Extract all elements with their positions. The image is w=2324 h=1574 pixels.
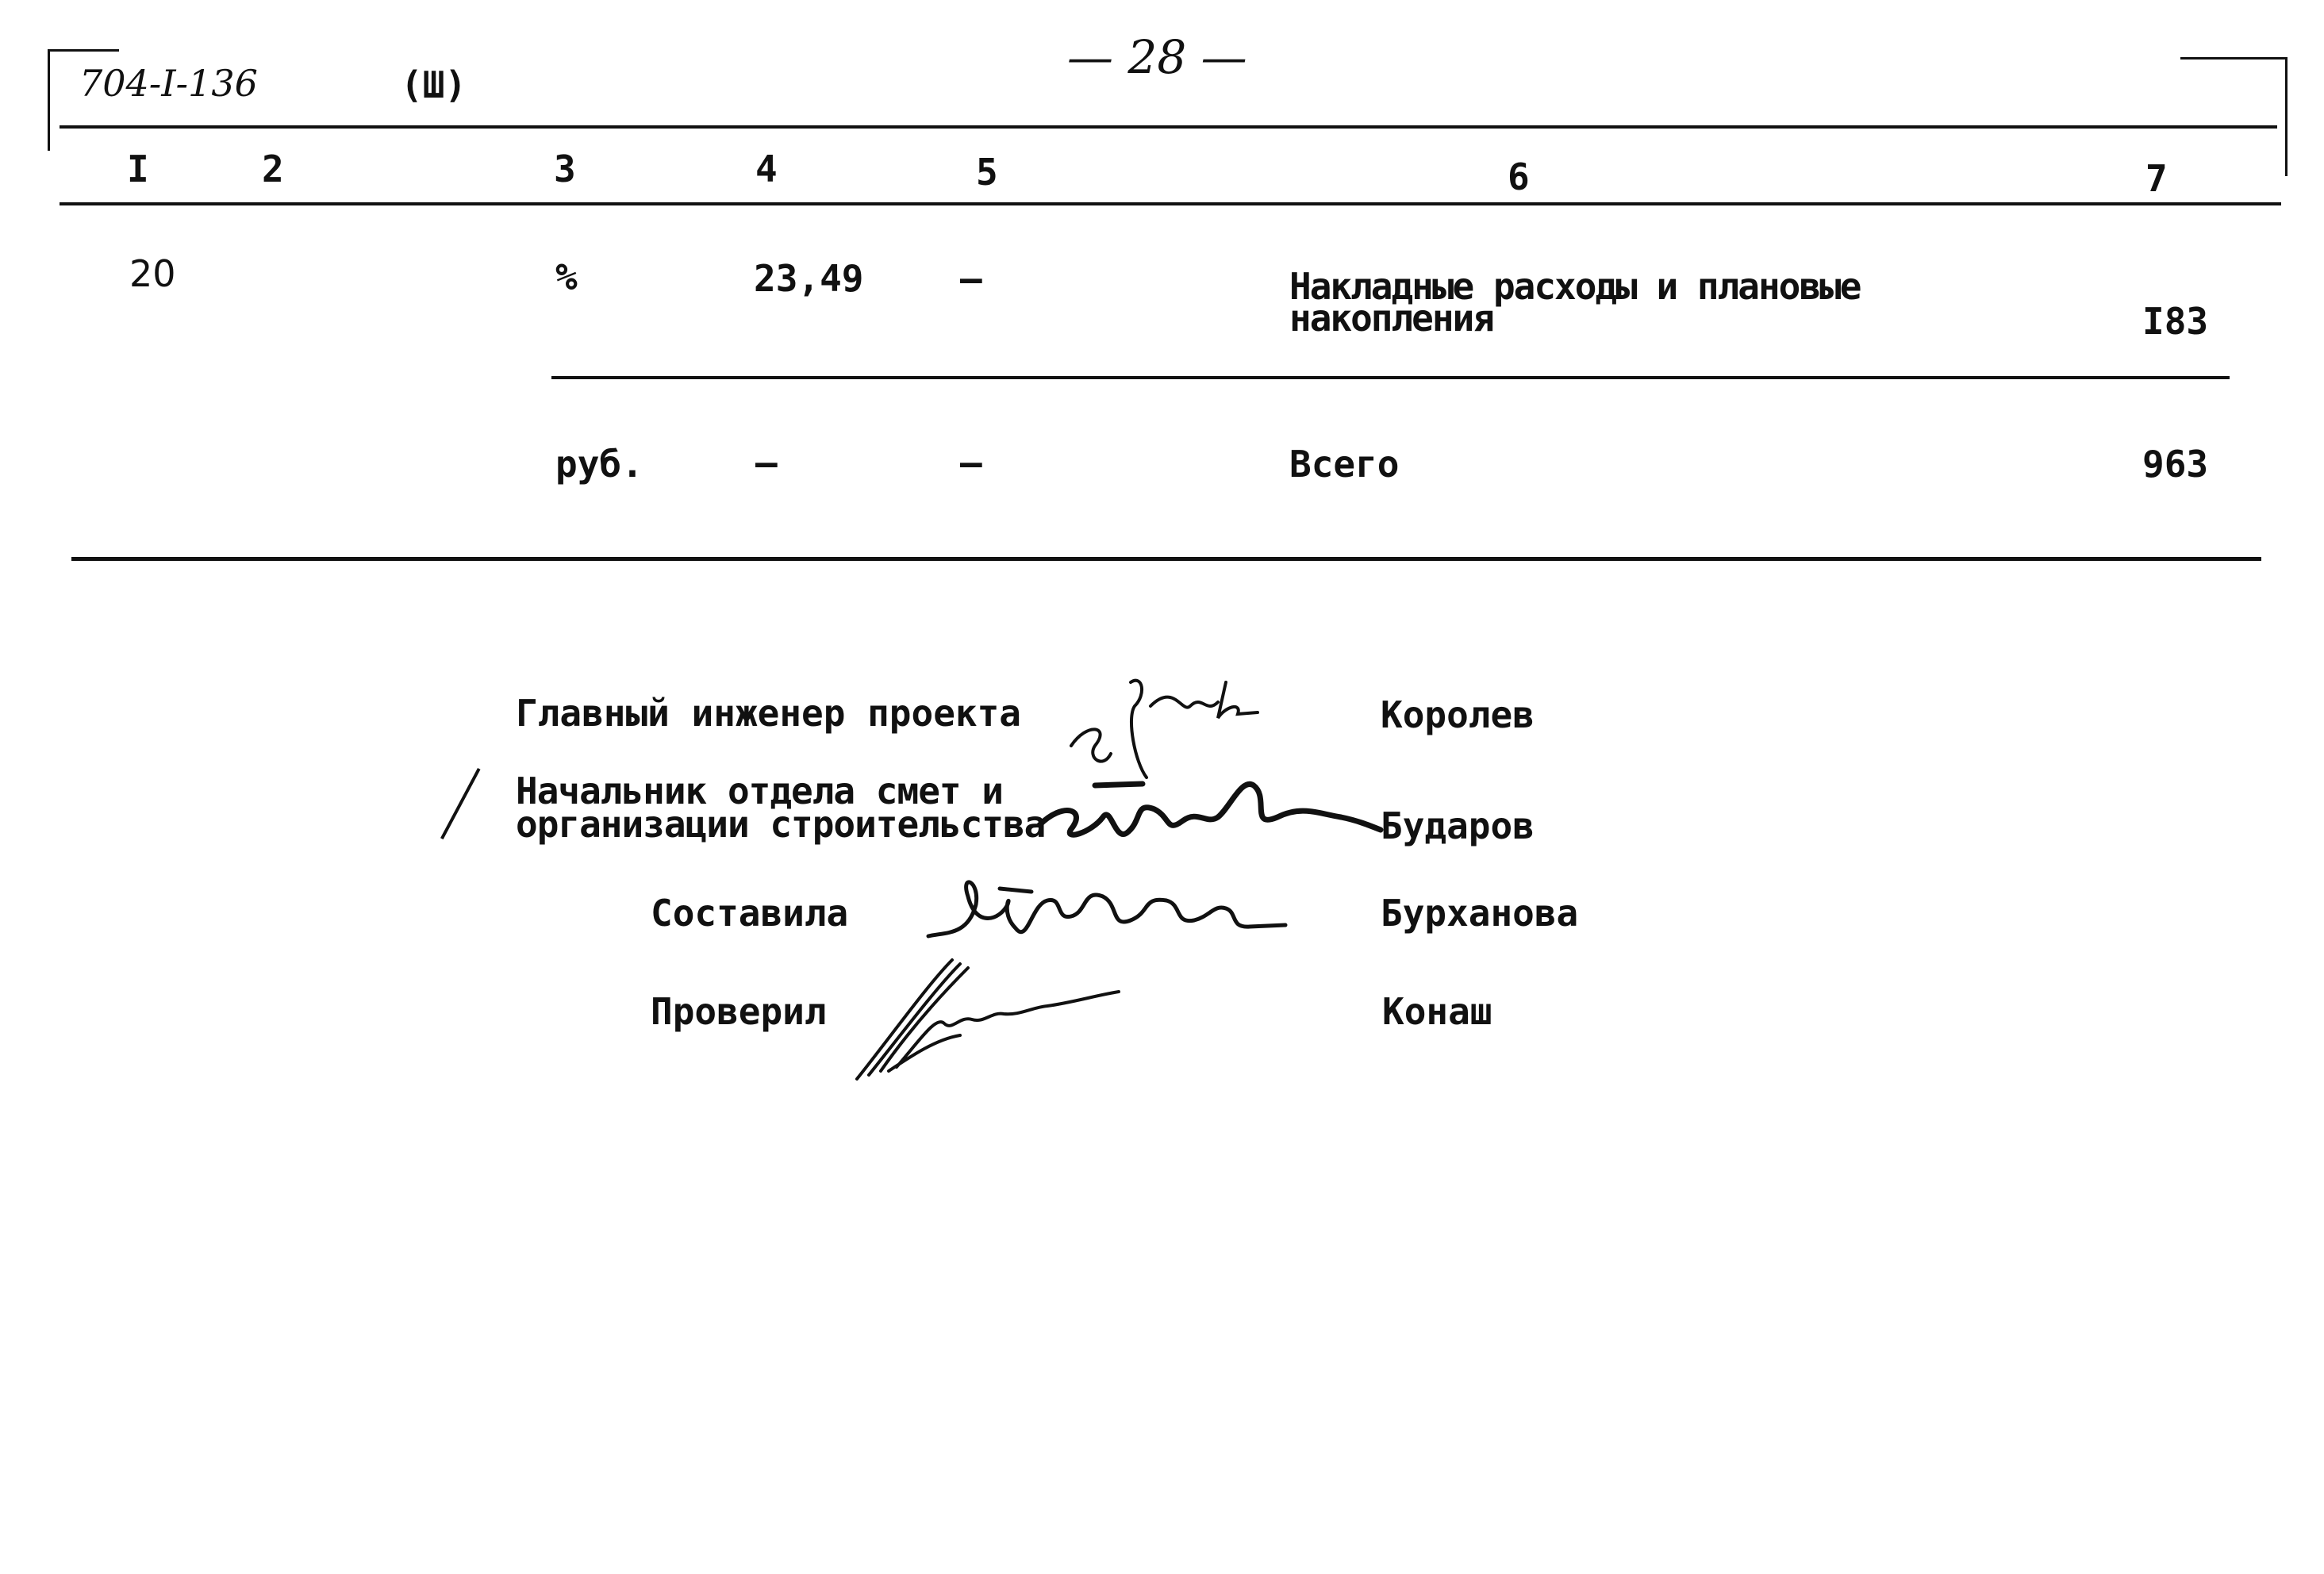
header-top-right-rule (2180, 57, 2288, 60)
table-bottom-rule (71, 557, 2261, 561)
header-top-left-rule (48, 49, 119, 52)
signature-handwritten-icon (912, 857, 1293, 968)
col-number-2: 2 (262, 148, 284, 190)
header-right-tick (2285, 57, 2288, 176)
value-cell: – (755, 441, 778, 484)
signer-role-line2: организации строительства (516, 803, 1046, 846)
signature-handwritten-icon (841, 952, 1143, 1087)
signer-name: Бурханова (1381, 892, 1579, 935)
margin-slash (440, 768, 480, 839)
item-name-line1: Всего (1289, 443, 1400, 486)
header-bottom-rule (60, 202, 2281, 205)
item-name-line2: накопления (1289, 297, 1493, 340)
signer-role: Составила (651, 892, 849, 935)
total-cell: 963 (2142, 443, 2209, 486)
header-left-tick (48, 49, 50, 151)
total-cell: I83 (2142, 300, 2209, 343)
signer-role: Проверил (651, 990, 827, 1033)
col-number-1: I (127, 148, 149, 190)
col-number-6: 6 (1508, 155, 1530, 198)
signature-handwritten-icon (1016, 754, 1389, 873)
signer-name: Конаш (1382, 990, 1492, 1033)
col-number-4: 4 (755, 148, 778, 190)
signer-name: Бударов (1381, 804, 1535, 847)
signer-role: Главный инженер проекта (516, 692, 1021, 735)
col-number-3: 3 (554, 148, 576, 190)
volume-label: (Ш) (401, 63, 467, 106)
col5-cell: – (960, 257, 982, 300)
table-top-rule (60, 125, 2277, 129)
value-cell: 23,49 (754, 257, 864, 300)
col-number-5: 5 (976, 151, 998, 194)
row-number: 20 (129, 252, 176, 295)
signer-name: Королев (1381, 693, 1535, 736)
unit-cell: % (555, 255, 578, 298)
item-name-line1: Накладные расходы и плановые (1289, 265, 1861, 308)
signer-role: Начальник отдела смет и (516, 770, 1003, 812)
doc-code: 704-I-136 (79, 62, 258, 105)
subtotal-rule (551, 376, 2230, 379)
col5-cell: – (960, 441, 982, 484)
col-number-7: 7 (2145, 157, 2168, 200)
page-number: — 28 — (1067, 30, 1247, 84)
unit-cell: руб. (555, 443, 643, 486)
